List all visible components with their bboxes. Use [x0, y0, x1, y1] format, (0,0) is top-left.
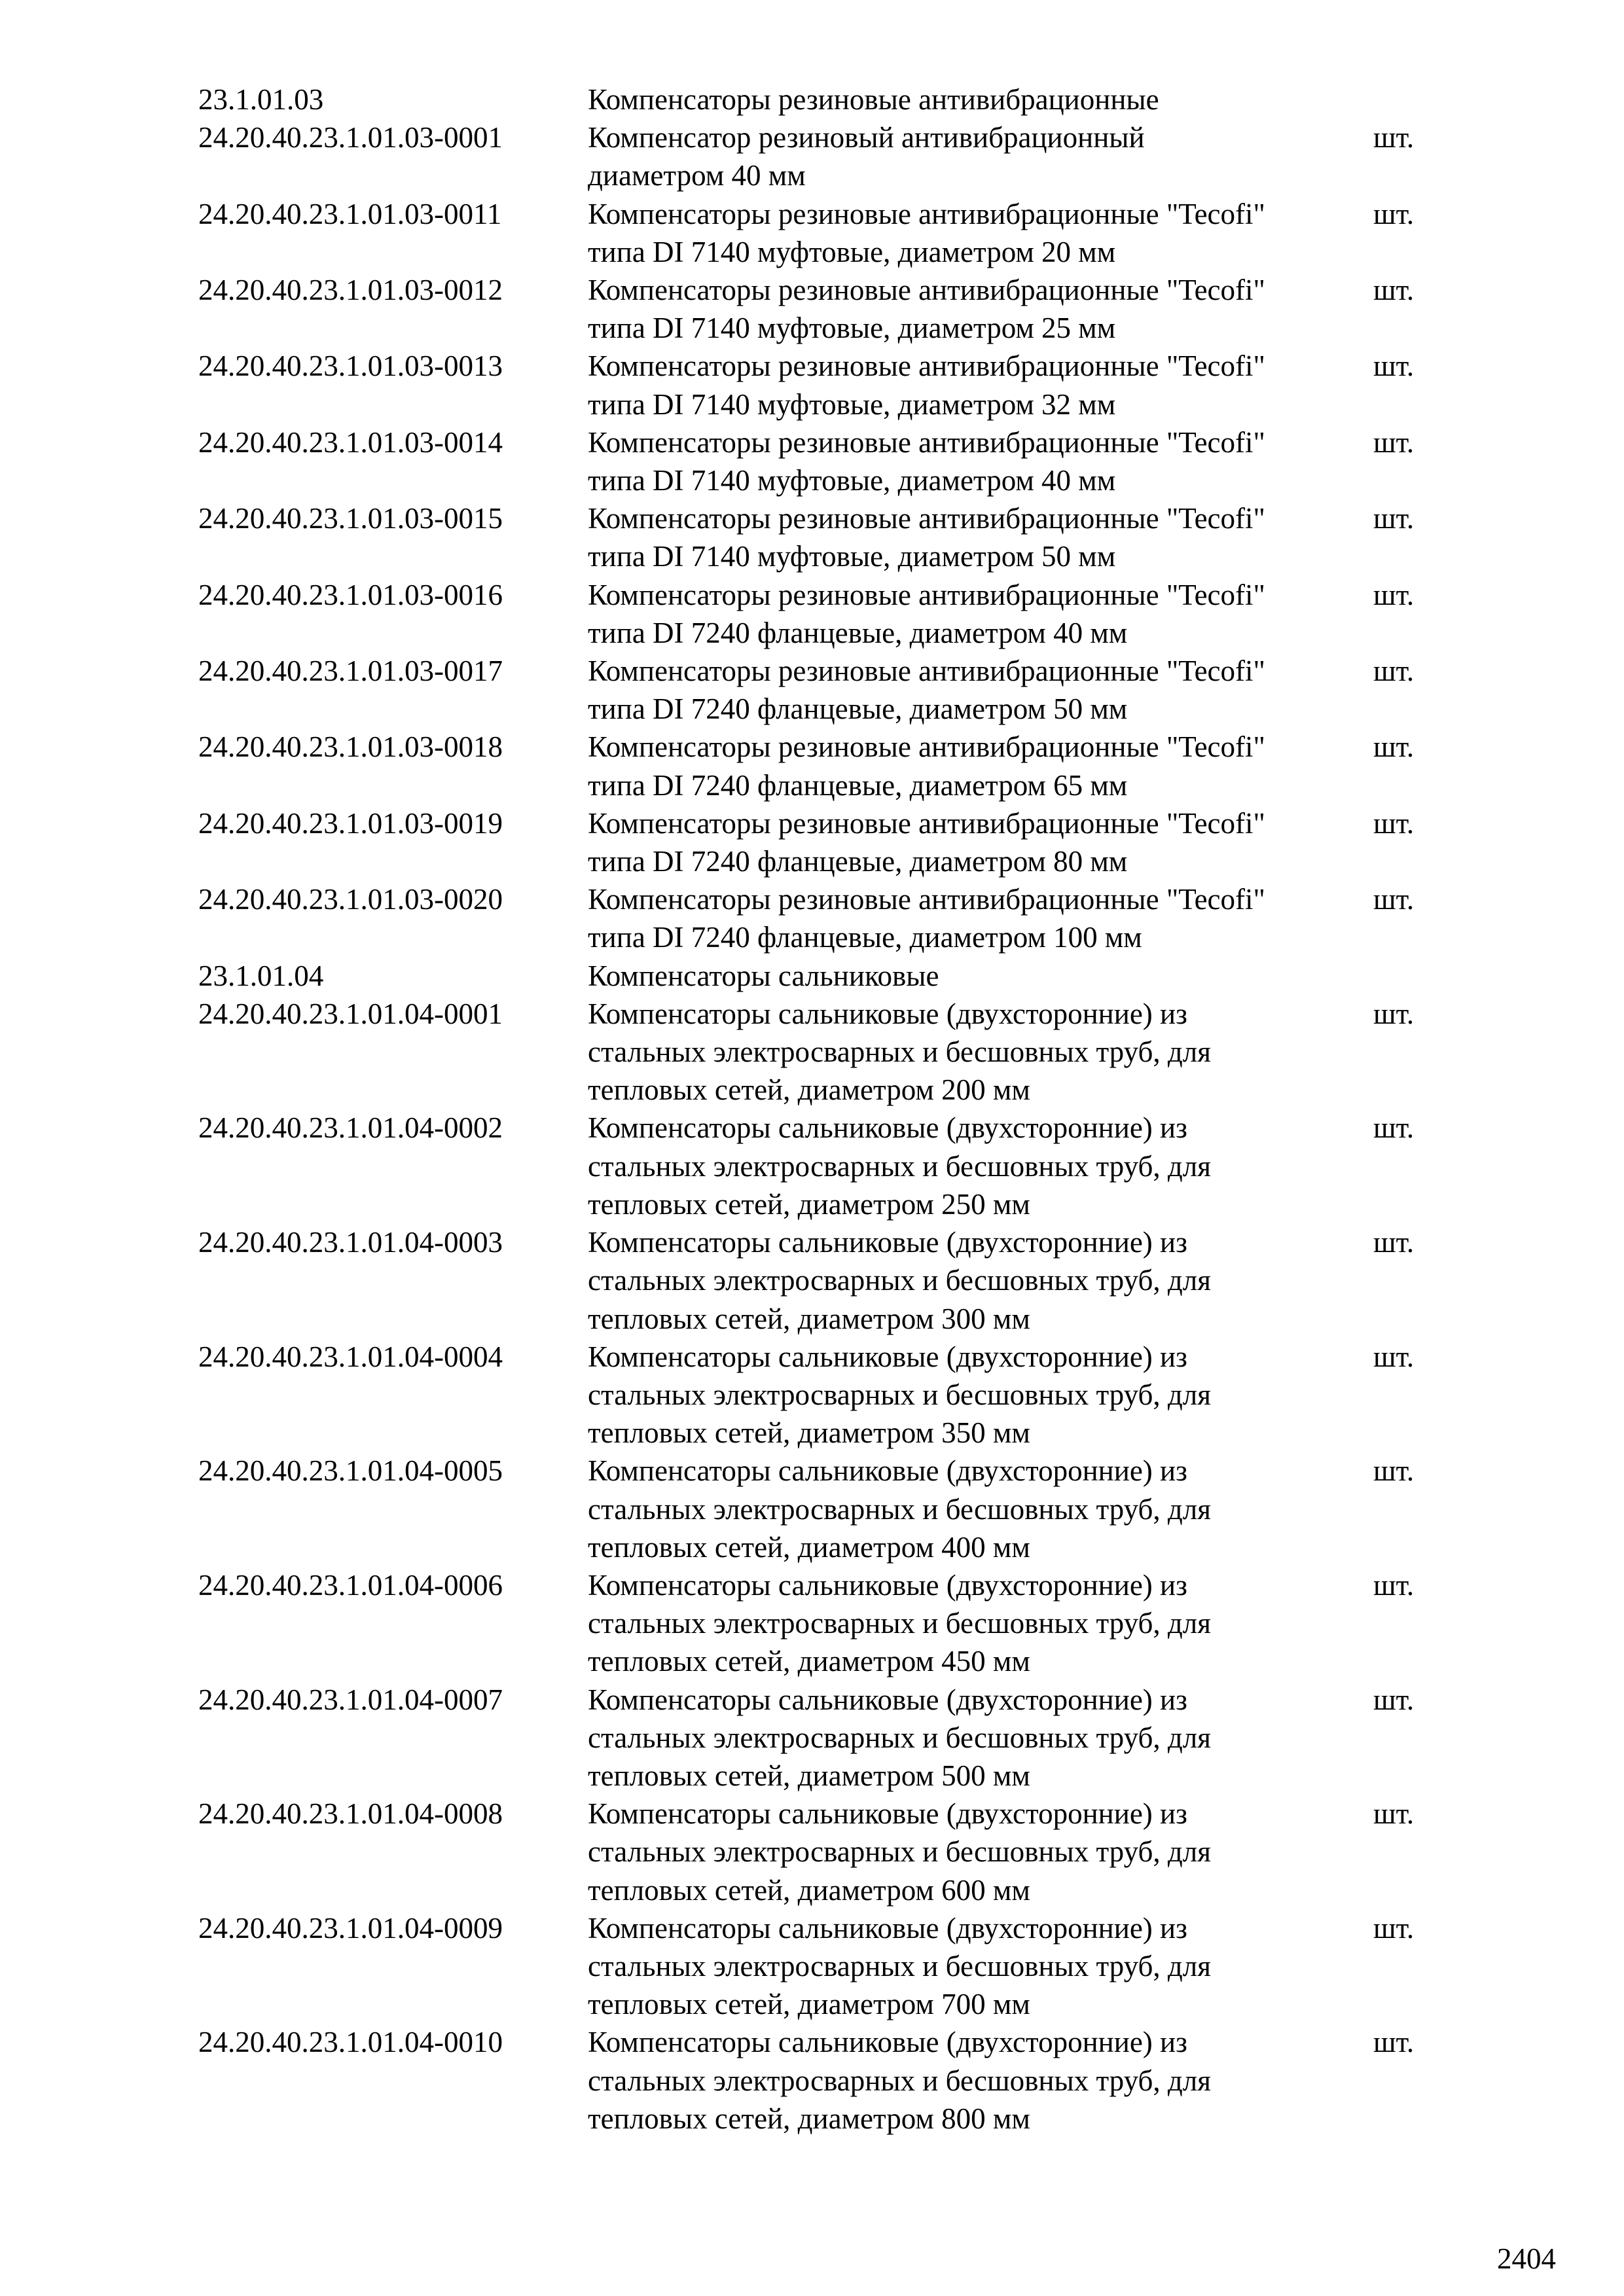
description-line: Компенсаторы резиновые антивибрационные "Tecofi" [588, 274, 1265, 307]
description-line: типа DI 7240 фланцевые, диаметром 100 мм [588, 921, 1142, 954]
item-code: 24.20.40.23.1.01.03-0014 [198, 425, 503, 459]
description-line: Компенсаторы резиновые антивибрационные "Tecofi" [588, 578, 1265, 611]
description-line: тепловых сетей, диаметром 800 мм [588, 2102, 1030, 2135]
description-line: тепловых сетей, диаметром 400 мм [588, 1530, 1030, 1564]
item-row [198, 1795, 1429, 1909]
description-line: Компенсаторы сальниковые [588, 959, 939, 992]
description-line: стальных электросварных и бесшовных труб, для [588, 2064, 1211, 2097]
description-line: Компенсаторы сальниковые (двухсторонние) из [588, 2026, 1187, 2059]
unit-of-measure: шт. [1373, 274, 1415, 307]
item-description [588, 499, 1373, 575]
item-row [198, 1109, 1429, 1223]
item-code: 24.20.40.23.1.01.04-0003 [198, 1226, 503, 1259]
item-description [588, 728, 1373, 804]
item-description [588, 195, 1373, 271]
description-line: Компенсаторы резиновые антивибрационные "Tecofi" [588, 655, 1265, 688]
description-line: стальных электросварных и бесшовных труб, для [588, 1607, 1211, 1640]
description-line: Компенсаторы резиновые антивибрационные "Tecofi" [588, 425, 1265, 459]
item-row [198, 804, 1429, 880]
description-line: Компенсаторы сальниковые (двухсторонние) из [588, 1454, 1187, 1488]
description-line: Компенсаторы сальниковые (двухсторонние) из [588, 1797, 1187, 1831]
description-line: Компенсаторы сальниковые (двухсторонние) из [588, 1226, 1187, 1259]
item-description [588, 652, 1373, 728]
description-line: Компенсаторы сальниковые (двухсторонние) из [588, 997, 1187, 1030]
description-line: Компенсаторы резиновые антивибрационные "Tecofi" [588, 730, 1265, 764]
description-line: типа DI 7140 муфтовые, диаметром 40 мм [588, 464, 1116, 497]
item-row [198, 195, 1429, 271]
section-title [588, 81, 1373, 118]
unit-of-measure: шт. [1373, 655, 1415, 688]
unit-of-measure: шт. [1373, 121, 1415, 154]
item-description [588, 2023, 1373, 2138]
item-code: 24.20.40.23.1.01.04-0010 [198, 2026, 503, 2059]
item-code: 24.20.40.23.1.01.04-0004 [198, 1340, 503, 1373]
description-line: тепловых сетей, диаметром 250 мм [588, 1187, 1030, 1221]
item-description [588, 1566, 1373, 1681]
item-description [588, 1795, 1373, 1909]
description-line: стальных электросварных и бесшовных труб, для [588, 1721, 1211, 1754]
item-row [198, 118, 1429, 194]
unit-of-measure: шт. [1373, 997, 1415, 1030]
item-row [198, 995, 1429, 1109]
item-code: 24.20.40.23.1.01.03-0013 [198, 350, 503, 383]
item-row [198, 1223, 1429, 1338]
description-line: типа DI 7140 муфтовые, диаметром 50 мм [588, 540, 1116, 573]
description-line: тепловых сетей, диаметром 500 мм [588, 1759, 1030, 1792]
description-line: стальных электросварных и бесшовных труб, для [588, 1264, 1211, 1297]
item-description [588, 1909, 1373, 2024]
item-code: 24.20.40.23.1.01.03-0016 [198, 578, 503, 611]
item-row [198, 728, 1429, 804]
description-line: тепловых сетей, диаметром 300 мм [588, 1302, 1030, 1335]
item-row [198, 1681, 1429, 1795]
item-description [588, 576, 1373, 652]
unit-of-measure: шт. [1373, 1226, 1415, 1259]
item-code: 24.20.40.23.1.01.03-0018 [198, 730, 503, 764]
section-code: 23.1.01.04 [198, 959, 324, 992]
unit-of-measure: шт. [1373, 502, 1415, 535]
item-description [588, 1452, 1373, 1566]
description-line: Компенсаторы сальниковые (двухсторонние) из [588, 1911, 1187, 1945]
description-line: типа DI 7240 фланцевые, диаметром 50 мм [588, 692, 1128, 726]
item-description [588, 271, 1373, 347]
unit-of-measure: шт. [1373, 1454, 1415, 1488]
item-row [198, 423, 1429, 499]
item-code: 24.20.40.23.1.01.04-0006 [198, 1568, 503, 1602]
section-title [588, 957, 1373, 995]
unit-of-measure: шт. [1373, 1797, 1415, 1831]
description-line: стальных электросварных и бесшовных труб, для [588, 1492, 1211, 1526]
item-row [198, 347, 1429, 423]
item-code: 24.20.40.23.1.01.03-0012 [198, 274, 503, 307]
unit-of-measure: шт. [1373, 1340, 1415, 1373]
item-code: 24.20.40.23.1.01.03-0015 [198, 502, 503, 535]
description-line: типа DI 7140 муфтовые, диаметром 32 мм [588, 387, 1116, 421]
description-line: Компенсаторы сальниковые (двухсторонние) из [588, 1683, 1187, 1716]
item-code: 24.20.40.23.1.01.03-0020 [198, 883, 503, 916]
description-line: тепловых сетей, диаметром 200 мм [588, 1073, 1030, 1107]
description-line: стальных электросварных и бесшовных труб, для [588, 1378, 1211, 1411]
description-line: тепловых сетей, диаметром 700 мм [588, 1988, 1030, 2021]
item-code: 24.20.40.23.1.01.03-0001 [198, 121, 503, 154]
description-line: тепловых сетей, диаметром 600 мм [588, 1873, 1030, 1907]
item-description [588, 880, 1373, 956]
description-line: Компенсаторы резиновые антивибрационные "Tecofi" [588, 502, 1265, 535]
item-row [198, 1452, 1429, 1566]
description-line: Компенсаторы сальниковые (двухсторонние) из [588, 1568, 1187, 1602]
item-row [198, 1909, 1429, 2024]
description-line: стальных электросварных и бесшовных труб, для [588, 1035, 1211, 1069]
item-description [588, 1681, 1373, 1795]
item-code: 24.20.40.23.1.01.04-0008 [198, 1797, 503, 1831]
item-row [198, 271, 1429, 347]
unit-of-measure: шт. [1373, 425, 1415, 459]
description-line: Компенсаторы резиновые антивибрационные "Tecofi" [588, 806, 1265, 840]
item-description [588, 995, 1373, 1109]
item-row [198, 652, 1429, 728]
section-code: 23.1.01.03 [198, 83, 324, 116]
page-number: 2404 [1497, 2242, 1556, 2275]
catalog-table [198, 81, 1429, 2138]
item-code: 24.20.40.23.1.01.04-0001 [198, 997, 503, 1030]
item-description [588, 118, 1373, 194]
item-description [588, 423, 1373, 499]
item-description [588, 347, 1373, 423]
description-line: Компенсатор резиновый антивибрационный [588, 121, 1145, 154]
unit-of-measure: шт. [1373, 730, 1415, 764]
item-code: 24.20.40.23.1.01.03-0017 [198, 655, 503, 688]
item-code: 24.20.40.23.1.01.03-0011 [198, 197, 502, 230]
description-line: типа DI 7240 фланцевые, диаметром 65 мм [588, 768, 1128, 802]
item-code: 24.20.40.23.1.01.04-0002 [198, 1111, 503, 1145]
unit-of-measure: шт. [1373, 883, 1415, 916]
item-code: 24.20.40.23.1.01.03-0019 [198, 806, 503, 840]
item-row [198, 1338, 1429, 1452]
description-line: типа DI 7240 фланцевые, диаметром 40 мм [588, 616, 1128, 649]
unit-of-measure: шт. [1373, 2026, 1415, 2059]
item-description [588, 804, 1373, 880]
description-line: стальных электросварных и бесшовных труб, для [588, 1149, 1211, 1183]
description-line: тепловых сетей, диаметром 450 мм [588, 1645, 1030, 1678]
description-line: Компенсаторы резиновые антивибрационные "Tecofi" [588, 883, 1265, 916]
item-row [198, 499, 1429, 575]
unit-of-measure: шт. [1373, 1911, 1415, 1945]
item-code: 24.20.40.23.1.01.04-0009 [198, 1911, 503, 1945]
item-row [198, 576, 1429, 652]
description-line: тепловых сетей, диаметром 350 мм [588, 1416, 1030, 1450]
description-line: Компенсаторы сальниковые (двухсторонние) из [588, 1340, 1187, 1373]
unit-of-measure: шт. [1373, 1683, 1415, 1716]
item-description [588, 1338, 1373, 1452]
item-description [588, 1223, 1373, 1338]
item-description [588, 1109, 1373, 1223]
description-line: стальных электросварных и бесшовных труб, для [588, 1949, 1211, 1982]
unit-of-measure: шт. [1373, 1111, 1415, 1145]
description-line: Компенсаторы сальниковые (двухсторонние) из [588, 1111, 1187, 1145]
unit-of-measure: шт. [1373, 806, 1415, 840]
item-code: 24.20.40.23.1.01.04-0007 [198, 1683, 503, 1716]
item-row [198, 2023, 1429, 2138]
section-heading-row [198, 957, 1429, 995]
section-heading-row [198, 81, 1429, 118]
item-code: 24.20.40.23.1.01.04-0005 [198, 1454, 503, 1488]
description-line: типа DI 7240 фланцевые, диаметром 80 мм [588, 845, 1128, 878]
description-line: диаметром 40 мм [588, 159, 806, 192]
item-row [198, 880, 1429, 956]
unit-of-measure: шт. [1373, 197, 1415, 230]
unit-of-measure: шт. [1373, 1568, 1415, 1602]
unit-of-measure: шт. [1373, 350, 1415, 383]
description-line: Компенсаторы резиновые антивибрационные [588, 83, 1159, 116]
item-row [198, 1566, 1429, 1681]
description-line: Компенсаторы резиновые антивибрационные "Tecofi" [588, 350, 1265, 383]
description-line: типа DI 7140 муфтовые, диаметром 20 мм [588, 235, 1116, 268]
unit-of-measure: шт. [1373, 578, 1415, 611]
description-line: Компенсаторы резиновые антивибрационные "Tecofi" [588, 197, 1265, 230]
description-line: стальных электросварных и бесшовных труб, для [588, 1835, 1211, 1869]
description-line: типа DI 7140 муфтовые, диаметром 25 мм [588, 312, 1116, 345]
